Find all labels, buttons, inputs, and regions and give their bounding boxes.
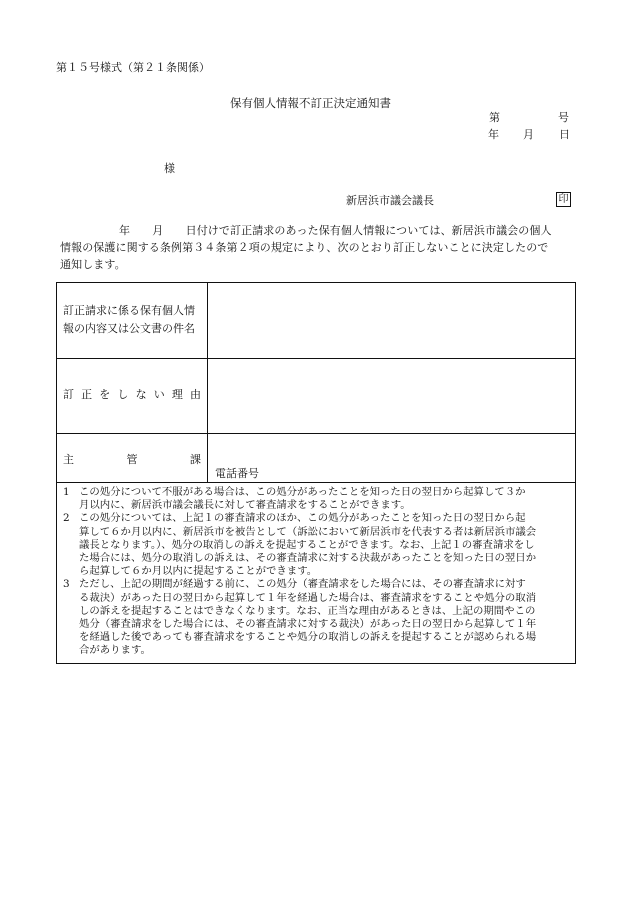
note-line: た場合には、処分の取消しの訴えは、その審査請求に対する決裁があったことを知った日の翌日か — [79, 552, 537, 565]
addressee-suffix: 様 — [164, 162, 175, 175]
note-item — [63, 578, 569, 657]
note-number: 2 — [63, 512, 70, 525]
label-record-content — [57, 283, 208, 358]
note-line: 合があります。 — [79, 644, 151, 657]
label-department — [57, 433, 208, 482]
note-line: ただし、上記の期間が経過する前に、この処分（審査請求をした場合には、その審査請求に対す — [79, 578, 526, 591]
note-line: 月以内に、新居浜市議会議長に対して審査請求をすることができます。 — [79, 499, 411, 512]
note-line: しの訴えを提起することはできなくなります。なお、正当な理由があるときは、上記の期間やこの — [79, 604, 536, 617]
issuer-name: 新居浜市議会議長 — [346, 194, 434, 207]
reason-char: 由 — [189, 388, 201, 401]
label-reason — [57, 358, 208, 433]
row-record-content — [57, 283, 575, 359]
reason-char: し — [117, 388, 129, 401]
intro-line-2: 情報の保護に関する条例第３４条第２項の規定により、次のとおり訂正しないことに決定したので — [60, 241, 549, 254]
department-char: 主 — [63, 453, 74, 466]
note-item — [63, 512, 569, 578]
note-line: 議長となります。）、処分の取消しの訴えを提起することができます。なお、上記１の審査請求をし — [79, 538, 535, 551]
note-line: この処分について不服がある場合は、この処分があったことを知った日の翌日から起算して３か — [79, 486, 526, 498]
row-department — [57, 433, 575, 482]
note-line: る裁決）があった日の翌日から起算して１年を経過した場合は、審査請求をすることや処分の取消 — [79, 591, 537, 604]
note-line: を経過した後であっても審査請求をすることや処分の取消しの訴えを提起することが認められる場 — [79, 631, 537, 644]
label-line-1: 訂正請求に係る保有個人情 — [63, 304, 195, 317]
date-day-label: 日 — [559, 128, 570, 141]
label-line-2: 報の内容又は公文書の件名 — [63, 322, 195, 335]
reason-char: 理 — [171, 388, 183, 401]
phone-number-label: 電話番号 — [215, 467, 259, 480]
department-char: 管 — [126, 453, 138, 466]
reason-char: 正 — [81, 388, 93, 401]
notes-box — [56, 483, 576, 664]
reason-char: 訂 — [63, 388, 74, 401]
intro-paragraph — [60, 222, 580, 273]
row-reason — [57, 358, 575, 434]
intro-line-3: 通知します。 — [60, 258, 126, 271]
note-line: 処分（審査請求をした場合には、その審査請求に対する裁決）があった日の翌日から起算して１年 — [79, 618, 537, 631]
note-number: 1 — [63, 486, 70, 498]
reason-char: を — [99, 388, 111, 401]
doc-number-go: 号 — [558, 111, 569, 124]
doc-number-dai: 第 — [489, 111, 500, 124]
document-title: 保有個人情報不訂正決定通知書 — [230, 96, 391, 110]
intro-line-1: 年 月 日付けで訂正請求のあった保有個人情報については、新居浜市議会の個人 — [119, 224, 552, 237]
form-number: 第１５号様式（第２１条関係） — [56, 61, 210, 74]
date-year-label: 年 — [488, 128, 499, 141]
note-item — [63, 486, 569, 512]
reason-char: な — [135, 388, 147, 401]
department-char: 課 — [190, 453, 201, 466]
seal-mark: 印 — [556, 192, 571, 207]
date-month-label: 月 — [523, 128, 534, 141]
note-line: 算して６か月以内に、新居浜市を被告として（訴訟において新居浜市を代表する者は新居浜市議会 — [79, 525, 537, 538]
decision-table — [56, 282, 576, 483]
reason-char: い — [153, 388, 165, 401]
note-number: 3 — [63, 578, 70, 591]
note-line: この処分については、上記１の審査請求のほか、この処分があったことを知った日の翌日から起 — [79, 512, 526, 525]
note-line: ら起算して６か月以内に提起することができます。 — [79, 565, 318, 578]
